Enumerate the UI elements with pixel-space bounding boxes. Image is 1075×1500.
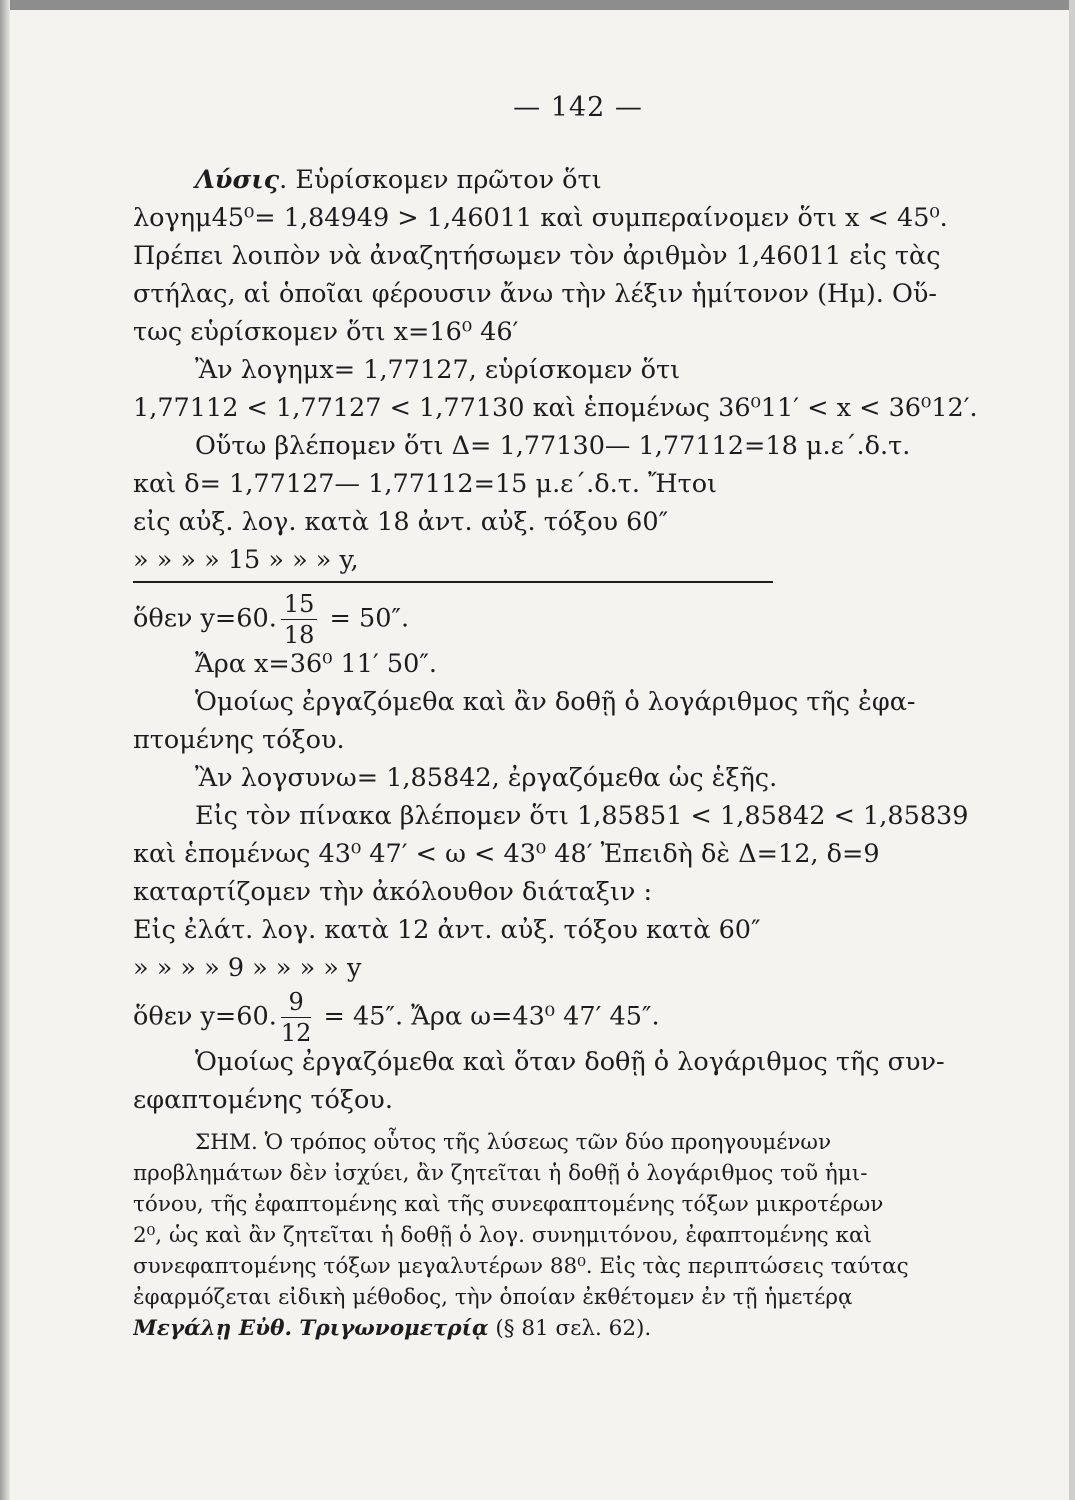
text-line: Ἂν λογημx= 1,77127, εὑρίσκομεν ὅτι xyxy=(195,355,681,385)
text-line: Λύσις. Εὑρίσκομεν πρῶτον ὅτι xyxy=(195,165,602,195)
text-line: πτομένης τόξου. xyxy=(133,725,345,755)
text-line: καὶ δ= 1,77127— 1,77112=15 μ.ε΄.δ.τ. Ἤτοι xyxy=(133,469,718,499)
fraction: $\frac{15}{18}$ xyxy=(281,589,318,645)
text-line: εφαπτομένης τόξου. xyxy=(133,1085,393,1115)
note-line: Μεγάλῃ Εὐθ. Τριγωνομετρίᾳ (§ 81 σελ. 62). xyxy=(133,1316,652,1341)
note-line: 2⁰, ὡς καὶ ἂν ζητεῖται ἡ δοθῇ ὁ λογ. συνημιτόνου, ἐφαπτομένης καὶ xyxy=(133,1223,872,1248)
text-line: Ἂν λογσυνω= 1,85842, ἐργαζόμεθα ὡς ἑξῆς. xyxy=(195,763,778,793)
equation-line: ὅθεν y=60. $\frac{9}{12}$ = 45″. Ἄρα ω=43⁰ 47′ 45″. xyxy=(133,987,1023,1043)
scan-top-border xyxy=(0,0,1075,10)
text-line: Ὁμοίως ἐργαζόμεθα καὶ ἂν δοθῇ ὁ λογάριθμος τῆς ἐφα- xyxy=(195,687,916,717)
text-line: εἰς αὐξ. λογ. κατὰ 18 ἀντ. αὐξ. τόξου 60″ xyxy=(133,507,669,537)
text-line: καὶ ἑπομένως 43⁰ 47′ < ω < 43⁰ 48′ Ἐπειδὴ δὲ Δ=12, δ=9 xyxy=(133,839,880,869)
text-line: Εἰς ἐλάτ. λογ. κατὰ 12 ἀντ. αὐξ. τόξου κατὰ 60″ xyxy=(133,915,761,945)
page-number: — 142 — xyxy=(513,92,643,123)
text-line: τως εὑρίσκομεν ὅτι x=16⁰ 46′ xyxy=(133,317,519,347)
text-line: λογημ45⁰= 1,84949 > 1,46011 καὶ συμπεραίνομεν ὅτι x < 45⁰. xyxy=(133,203,948,233)
book-title: Μεγάλῃ Εὐθ. Τριγωνομετρίᾳ xyxy=(133,1316,489,1341)
divider-rule xyxy=(133,581,773,583)
text-line: » » » » 9 » » » » y xyxy=(133,953,362,983)
equation-line: ὅθεν y=60. $\frac{15}{18}$ = 50″. xyxy=(133,589,1023,645)
text-line: Οὕτω βλέπομεν ὅτι Δ= 1,77130— 1,77112=18 μ.ε΄.δ.τ. xyxy=(195,431,911,461)
text-line: Ἄρα x=36⁰ 11′ 50″. xyxy=(195,649,437,679)
note-line: ΣΗΜ. Ὁ τρόπος οὗτος τῆς λύσεως τῶν δύο προηγουμένων xyxy=(195,1130,832,1155)
note-line: ἐφαρμόζεται εἰδικὴ μέθοδος, τὴν ὁποίαν ἐκθέτομεν ἐν τῇ ἡμετέρᾳ xyxy=(133,1285,853,1310)
text-line: » » » » 15 » » » y, xyxy=(133,545,359,575)
text-line: Ὁμοίως ἐργαζόμεθα καὶ ὅταν δοθῇ ὁ λογάριθμος τῆς συν- xyxy=(195,1047,945,1077)
note-line: συνεφαπτομένης τόξων μεγαλυτέρων 88⁰. Εἰς τὰς περιπτώσεις ταύτας xyxy=(133,1254,909,1279)
text-line: καταρτίζομεν τὴν ἀκόλουθον διάταξιν : xyxy=(133,877,653,907)
solution-label: Λύσις xyxy=(195,165,280,195)
fraction: $\frac{9}{12}$ xyxy=(280,988,312,1043)
scan-left-edge xyxy=(0,0,10,1500)
text-line: Πρέπει λοιπὸν νὰ ἀναζητήσωμεν τὸν ἀριθμὸν 1,46011 εἰς τὰς xyxy=(133,241,941,271)
text-line: 1,77112 < 1,77127 < 1,77130 καὶ ἑπομένως 36⁰11′ < x < 36⁰12′. xyxy=(133,393,978,423)
scan-right-edge xyxy=(1069,0,1075,1500)
text-line: στήλας, αἱ ὁποῖαι φέρουσιν ἄνω τὴν λέξιν ἡμίτονον (Ημ). Οὕ- xyxy=(133,279,938,309)
page-body xyxy=(133,92,1023,1344)
note-line: προβλημάτων δὲν ἰσχύει, ἂν ζητεῖται ἡ δοθῇ ὁ λογάριθμος τοῦ ἡμι- xyxy=(133,1161,868,1186)
text-line: Εἰς τὸν πίνακα βλέπομεν ὅτι 1,85851 < 1,85842 < 1,85839 xyxy=(195,801,969,831)
note-line: τόνου, τῆς ἐφαπτομένης καὶ τῆς συνεφαπτομένης τόξων μικροτέρων xyxy=(133,1192,884,1217)
